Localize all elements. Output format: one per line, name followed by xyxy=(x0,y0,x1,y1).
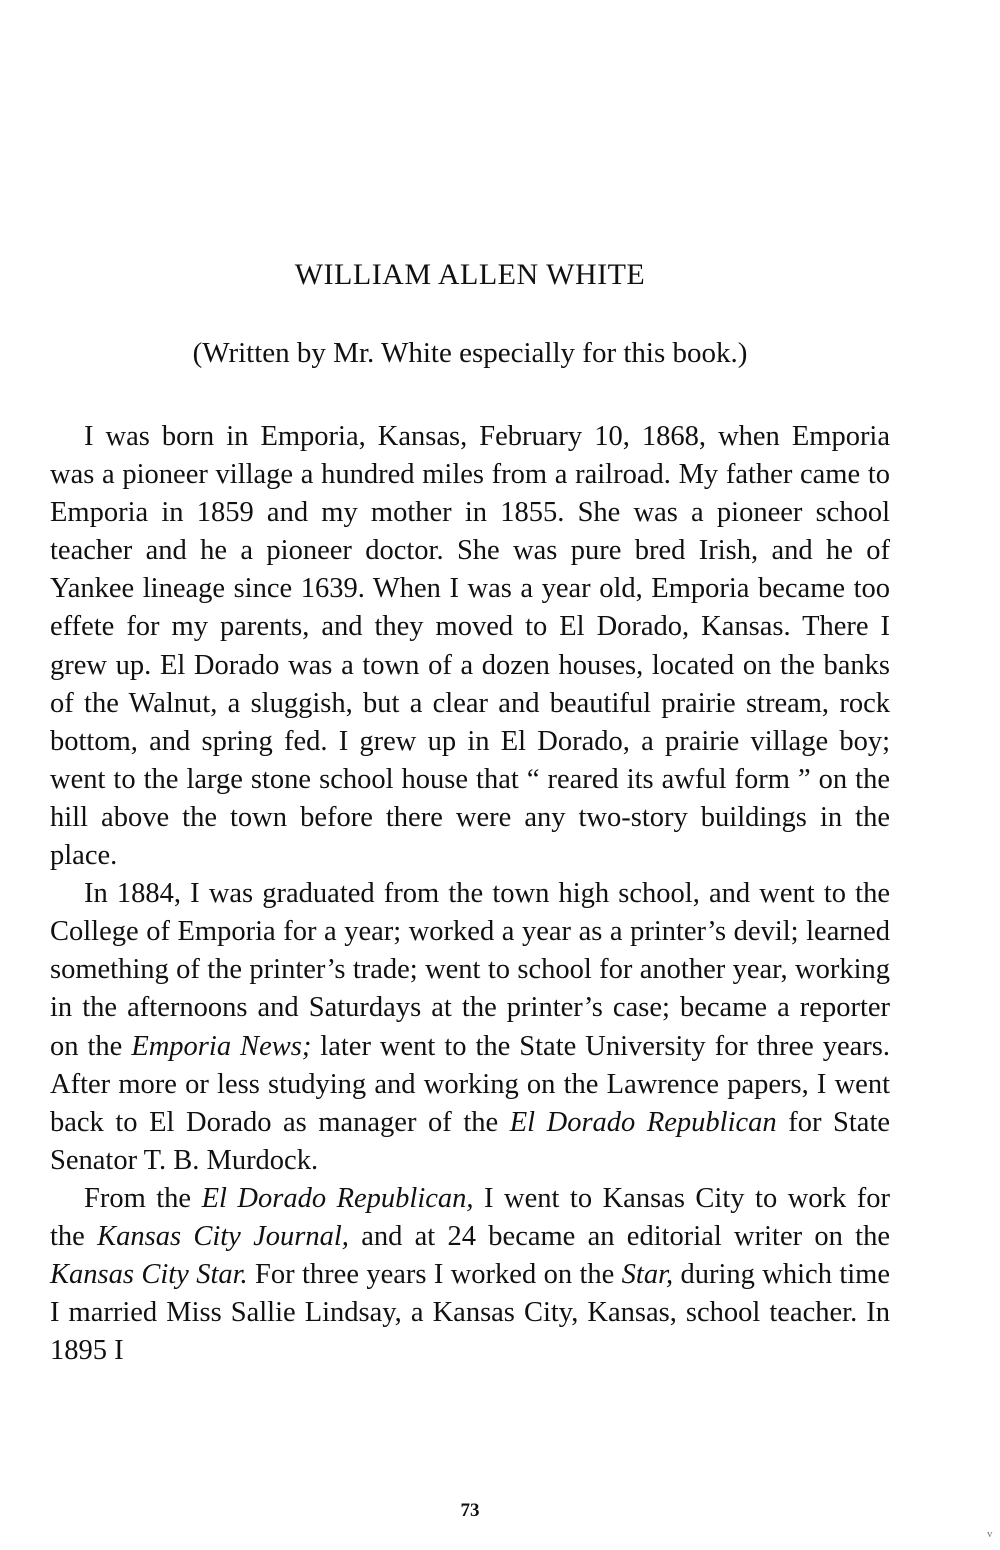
text-segment: and at 24 became an editorial writer on the xyxy=(348,1220,890,1252)
chapter-subtitle: (Written by Mr. White especially for this book.) xyxy=(192,337,748,369)
text-segment: during which time I married Miss Sallie Lindsay, a Kansas City, Kansas, school teacher. In 1895 I xyxy=(50,1259,890,1367)
text-segment: I went to Kansas City to work for the xyxy=(50,1182,891,1252)
publication-name: El Dorado Republican, xyxy=(201,1182,474,1214)
text-segment: I was born in Emporia, Kansas, February 10, 1868, when Emporia was a pioneer village a hundred miles from a railroad. My father came to Emporia in 1859 and my mother in 1855. She was a pioneer school teacher and he a pioneer doctor. She was pure bred Irish, and he of Yankee lineage since 1639. When I was a year old, Emporia became too effete for my parents, and they moved to El Dorado, Kansas. There I grew up. El Dorado was a town of a dozen houses, located on the banks of the Walnut, a sluggish, but a clear and beautiful prairie stream, rock bottom, and spring fed. I grew up in El Dorado, a prairie village boy; went to the large stone school house that “ reared its awful form ” on the hill above the town before there were any two-story buildings in the place. xyxy=(50,421,890,872)
text-segment: In 1884, I was graduated from the town high school, and went to the College of Emporia for a year; worked a year as a printer’s devil; learned something of the printer’s trade; went to school for another year, working in the afternoons and Saturdays at the printer’s case; became a reporter on the xyxy=(50,878,890,1062)
body-text xyxy=(50,418,890,1370)
paragraph xyxy=(50,875,890,1180)
publication-name: El Dorado Republican xyxy=(509,1106,777,1138)
paragraph xyxy=(50,418,890,875)
publication-name: Kansas City Star. xyxy=(50,1259,248,1291)
text-segment: for State Senator T. B. Murdock. xyxy=(50,1106,891,1176)
publication-name: Star, xyxy=(621,1259,674,1291)
paragraph xyxy=(50,1180,890,1370)
text-segment: From the xyxy=(84,1182,202,1214)
text-segment: For three years I worked on the xyxy=(247,1259,622,1291)
publication-name: Emporia News; xyxy=(131,1030,312,1062)
chapter-title: WILLIAM ALLEN WHITE xyxy=(294,258,646,291)
publication-name: Kansas City Journal, xyxy=(97,1220,349,1252)
scan-mark: v xyxy=(987,1528,993,1540)
page-number: 73 xyxy=(460,1500,480,1521)
text-segment: later went to the State University for three years. After more or less studying and working on the Lawrence papers, I went back to El Dorado as manager of the xyxy=(50,1030,891,1138)
